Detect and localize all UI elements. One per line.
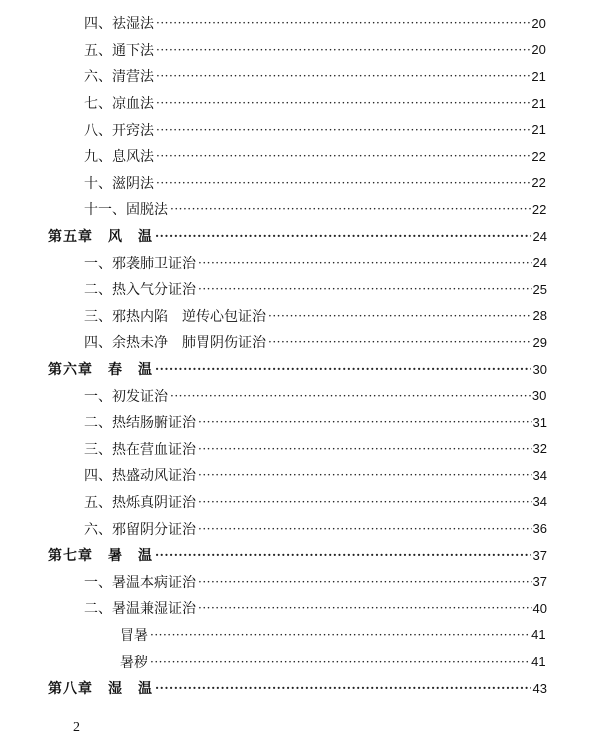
- toc-page-number: 37: [532, 574, 547, 590]
- toc-entry-row: [0, 436, 547, 463]
- chapter-title: 第七章 暑 温: [48, 548, 153, 565]
- toc-page-number: 30: [532, 361, 547, 377]
- dot-leader: [198, 282, 532, 296]
- chapter-title: 第六章 春 温: [48, 362, 153, 379]
- toc-chapter-row: [0, 542, 547, 569]
- toc-page-number: 21: [531, 68, 546, 84]
- section-title: 五、热烁真阴证治: [84, 494, 196, 511]
- dot-leader: [156, 123, 530, 137]
- toc-entry-row: [0, 63, 547, 90]
- dot-leader: [156, 69, 530, 83]
- toc-entry-row: [0, 116, 547, 143]
- section-title: 暑秽: [120, 654, 148, 671]
- toc-page-number: 31: [532, 414, 547, 430]
- toc-page-number: 22: [531, 148, 546, 164]
- toc-page-number: 24: [532, 228, 547, 244]
- toc-page-number: 41: [531, 654, 546, 670]
- toc-page-number: 43: [532, 680, 547, 696]
- toc-entry-row: [0, 303, 547, 330]
- toc-entry-row: [0, 249, 547, 276]
- dot-leader: [198, 522, 532, 536]
- dot-leader: [198, 256, 532, 270]
- toc-page-number: 28: [532, 308, 547, 324]
- dot-leader: [198, 575, 532, 589]
- toc-page-number: 37: [532, 547, 547, 563]
- toc-page-number: 25: [532, 281, 547, 297]
- toc-entry-row: [0, 143, 547, 170]
- toc-entry-row: [0, 10, 547, 37]
- toc-page-number: 21: [531, 95, 546, 111]
- dot-leader: [155, 362, 531, 376]
- toc-entry-row: [0, 276, 547, 303]
- toc-entry-row: [0, 648, 547, 675]
- toc-entry-row: [0, 329, 547, 356]
- toc-entry-row: [0, 489, 547, 516]
- toc-entry-row: [0, 37, 547, 64]
- dot-leader: [156, 16, 530, 30]
- dot-leader: [198, 442, 532, 456]
- toc-page-number: 34: [532, 467, 547, 483]
- toc-chapter-row: [0, 675, 547, 702]
- toc-page-number: 41: [531, 627, 546, 643]
- dot-leader: [198, 601, 532, 615]
- toc-chapter-row: [0, 223, 547, 250]
- section-title: 二、暑温兼湿证治: [84, 601, 196, 618]
- section-title: 八、开窍法: [84, 122, 154, 139]
- toc-page-number: 20: [531, 15, 546, 31]
- dot-leader: [268, 309, 532, 323]
- toc-entry-row: [0, 382, 547, 409]
- dot-leader: [268, 335, 532, 349]
- dot-leader: [155, 681, 531, 695]
- section-title: 五、通下法: [84, 42, 154, 59]
- table-of-contents: [0, 10, 593, 701]
- section-title: 三、邪热内陷 逆传心包证治: [84, 308, 266, 325]
- section-title: 一、初发证治: [84, 388, 168, 405]
- toc-entry-row: [0, 170, 547, 197]
- dot-leader: [198, 415, 532, 429]
- section-title: 二、热结肠腑证治: [84, 415, 196, 432]
- dot-leader: [155, 548, 531, 562]
- toc-page-number: 22: [531, 175, 546, 191]
- section-title: 三、热在营血证治: [84, 441, 196, 458]
- toc-page-number: 22: [531, 201, 547, 217]
- section-title: 七、凉血法: [84, 96, 154, 113]
- toc-page-number: 24: [532, 255, 547, 271]
- chapter-title: 第五章 风 温: [48, 229, 153, 246]
- toc-page-number: 32: [532, 441, 547, 457]
- toc-page-number: 36: [532, 521, 547, 537]
- toc-chapter-row: [0, 356, 547, 383]
- dot-leader: [170, 202, 531, 216]
- section-title: 冒暑: [120, 627, 148, 644]
- dot-leader: [198, 495, 532, 509]
- toc-entry-row: [0, 595, 547, 622]
- toc-entry-row: [0, 196, 547, 223]
- toc-entry-row: [0, 409, 547, 436]
- toc-page-number: 34: [532, 494, 547, 510]
- section-title: 六、邪留阴分证治: [84, 521, 196, 538]
- dot-leader: [155, 229, 531, 243]
- toc-page-number: 21: [531, 122, 546, 138]
- toc-entry-row: [0, 462, 547, 489]
- section-title: 十、滋阴法: [84, 175, 154, 192]
- section-title: 四、余热未净 肺胃阴伤证治: [84, 335, 266, 352]
- dot-leader: [156, 149, 530, 163]
- toc-entry-row: [0, 90, 547, 117]
- toc-entry-row: [0, 515, 547, 542]
- section-title: 四、热盛动风证治: [84, 468, 196, 485]
- page-number: 2: [73, 720, 80, 735]
- dot-leader: [156, 43, 530, 57]
- toc-page-number: 29: [532, 334, 547, 350]
- section-title: 十一、固脱法: [84, 202, 168, 219]
- section-title: 一、暑温本病证治: [84, 574, 196, 591]
- section-title: 二、热入气分证治: [84, 282, 196, 299]
- dot-leader: [150, 628, 530, 642]
- toc-page-number: 40: [532, 600, 547, 616]
- dot-leader: [156, 176, 530, 190]
- section-title: 一、邪袭肺卫证治: [84, 255, 196, 272]
- chapter-title: 第八章 湿 温: [48, 681, 153, 698]
- section-title: 四、祛湿法: [84, 16, 154, 33]
- toc-page-number: 20: [531, 42, 546, 58]
- dot-leader: [156, 96, 530, 110]
- section-title: 六、清营法: [84, 69, 154, 86]
- dot-leader: [170, 389, 531, 403]
- dot-leader: [198, 468, 532, 482]
- toc-entry-row: [0, 622, 547, 649]
- section-title: 九、息风法: [84, 149, 154, 166]
- dot-leader: [150, 655, 530, 669]
- toc-page-number: 30: [531, 388, 547, 404]
- toc-entry-row: [0, 568, 547, 595]
